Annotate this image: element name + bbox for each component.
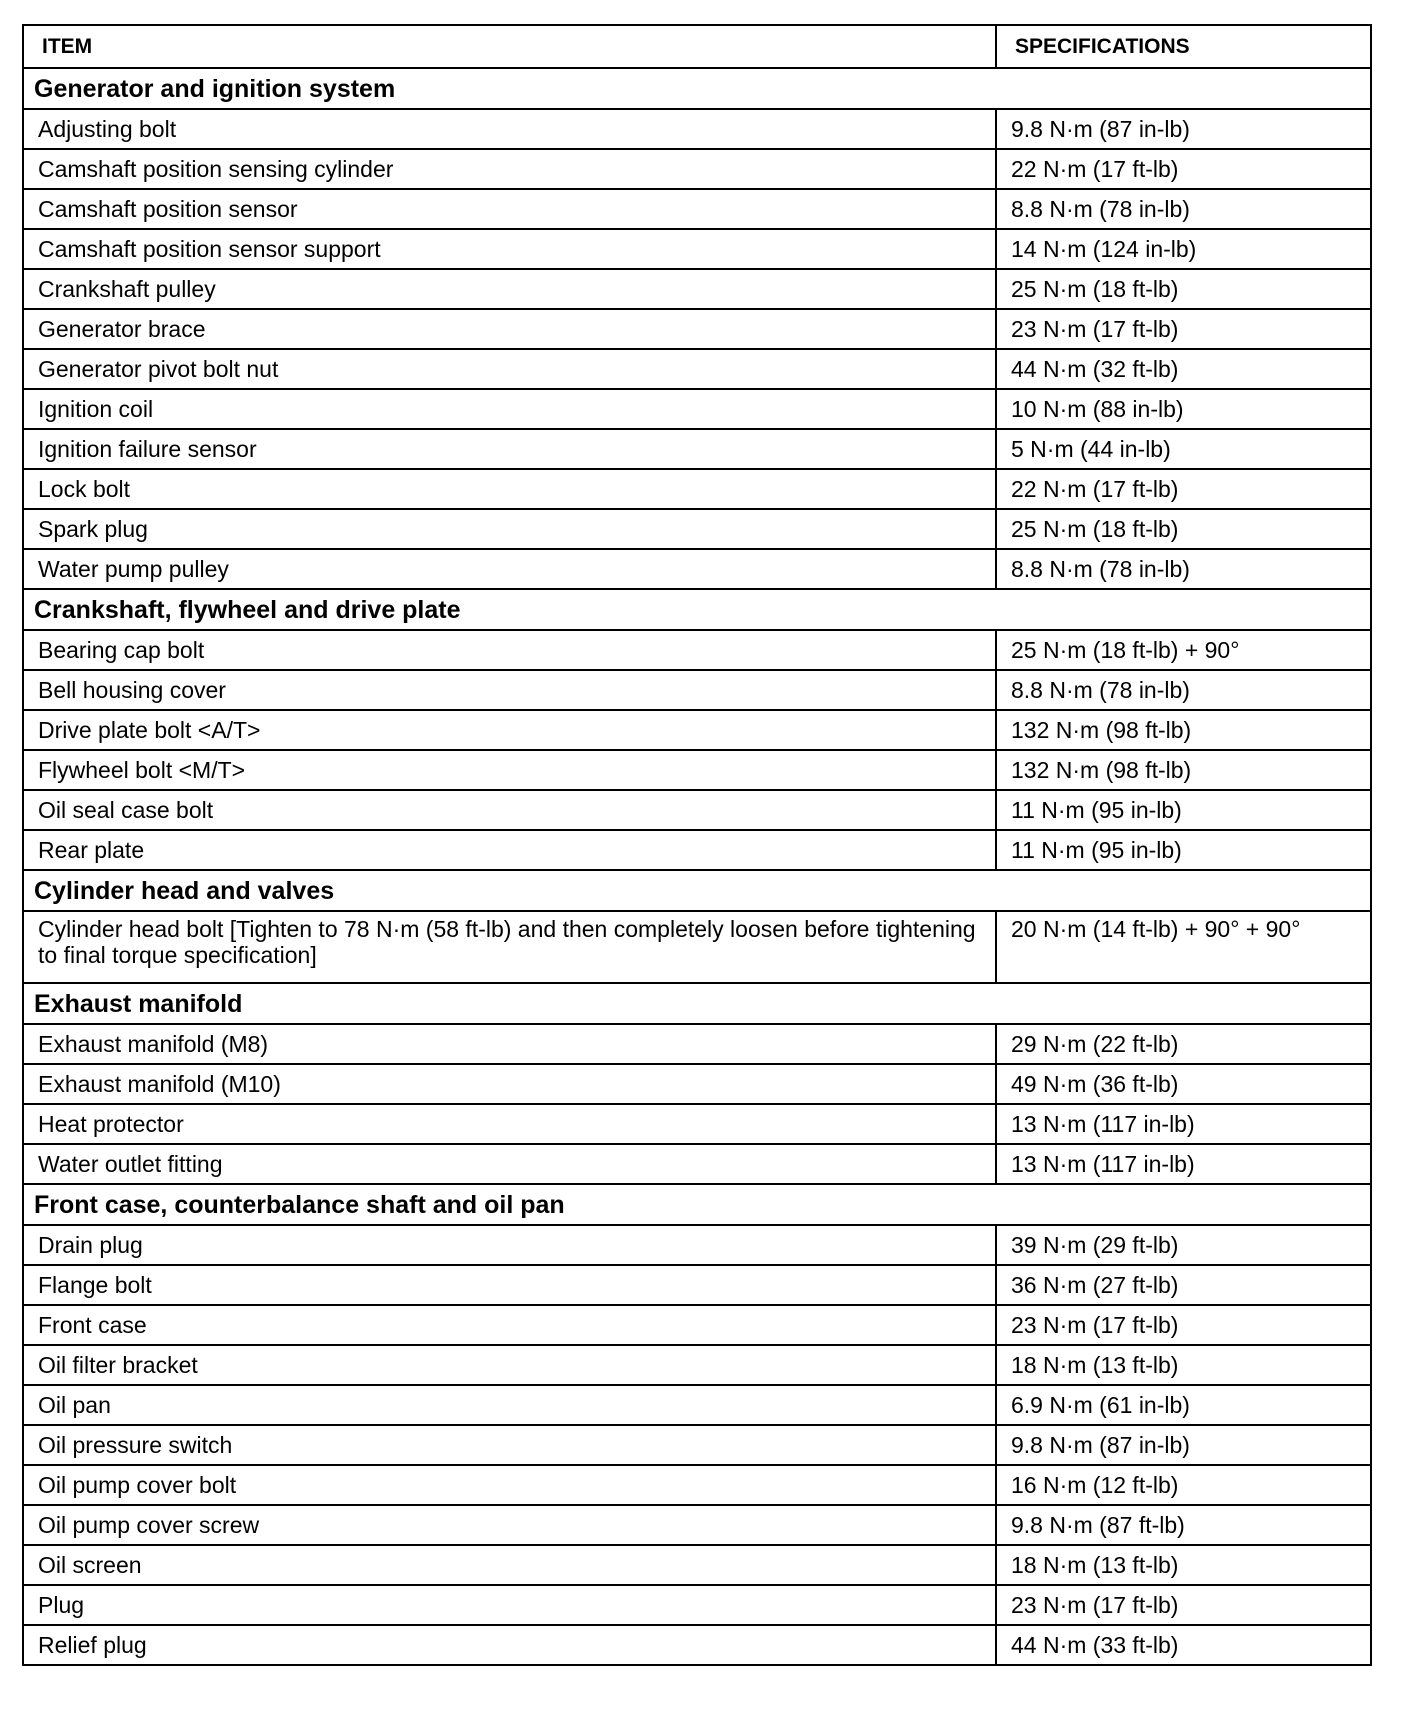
table-row: [23, 349, 1371, 389]
table-row: [23, 389, 1371, 429]
spec-cell: 25 N·m (18 ft-lb): [996, 269, 1371, 309]
table-row: [23, 1064, 1371, 1104]
item-cell: Oil screen: [23, 1545, 996, 1585]
table-row: [23, 469, 1371, 509]
spec-cell: 44 N·m (33 ft-lb): [996, 1625, 1371, 1665]
spec-cell: 20 N·m (14 ft-lb) + 90° + 90°: [996, 911, 1371, 983]
item-cell: Oil filter bracket: [23, 1345, 996, 1385]
spec-cell: 13 N·m (117 in-lb): [996, 1144, 1371, 1184]
spec-cell: 10 N·m (88 in-lb): [996, 389, 1371, 429]
table-row: [23, 189, 1371, 229]
table-row: [23, 1225, 1371, 1265]
table-row: [23, 1505, 1371, 1545]
spec-cell: 8.8 N·m (78 in-lb): [996, 549, 1371, 589]
item-cell: Generator pivot bolt nut: [23, 349, 996, 389]
item-cell: Camshaft position sensing cylinder: [23, 149, 996, 189]
item-cell: Lock bolt: [23, 469, 996, 509]
item-cell: Front case: [23, 1305, 996, 1345]
table-row: [23, 229, 1371, 269]
table-row: [23, 149, 1371, 189]
table-row: [23, 1144, 1371, 1184]
item-cell: Exhaust manifold (M8): [23, 1024, 996, 1064]
table-row: [23, 1585, 1371, 1625]
spec-cell: 39 N·m (29 ft-lb): [996, 1225, 1371, 1265]
section-title: Cylinder head and valves: [23, 870, 1371, 911]
section-title: Front case, counterbalance shaft and oil pan: [23, 1184, 1371, 1225]
item-cell: Relief plug: [23, 1625, 996, 1665]
spec-cell: 49 N·m (36 ft-lb): [996, 1064, 1371, 1104]
item-cell: Cylinder head bolt [Tighten to 78 N·m (58 ft-lb) and then completely loosen before tightening to final torque specification]: [23, 911, 996, 983]
table-row: [23, 1265, 1371, 1305]
column-header-item: ITEM: [23, 25, 996, 68]
spec-cell: 25 N·m (18 ft-lb) + 90°: [996, 630, 1371, 670]
section-title: Exhaust manifold: [23, 983, 1371, 1024]
item-cell: Water outlet fitting: [23, 1144, 996, 1184]
item-cell: Generator brace: [23, 309, 996, 349]
table-row: [23, 911, 1371, 983]
spec-cell: 5 N·m (44 in-lb): [996, 429, 1371, 469]
column-header-specifications: SPECIFICATIONS: [996, 25, 1371, 68]
spec-cell: 8.8 N·m (78 in-lb): [996, 189, 1371, 229]
table-body: [23, 68, 1371, 1665]
item-cell: Oil pump cover screw: [23, 1505, 996, 1545]
item-cell: Oil pump cover bolt: [23, 1465, 996, 1505]
table-row: [23, 750, 1371, 790]
spec-cell: 13 N·m (117 in-lb): [996, 1104, 1371, 1144]
item-cell: Heat protector: [23, 1104, 996, 1144]
item-cell: Ignition coil: [23, 389, 996, 429]
item-cell: Oil pressure switch: [23, 1425, 996, 1465]
table-row: [23, 269, 1371, 309]
item-cell: Rear plate: [23, 830, 996, 870]
item-cell: Oil seal case bolt: [23, 790, 996, 830]
spec-cell: 11 N·m (95 in-lb): [996, 830, 1371, 870]
section-header-row: [23, 589, 1371, 630]
table-row: [23, 1024, 1371, 1064]
item-cell: Water pump pulley: [23, 549, 996, 589]
spec-cell: 23 N·m (17 ft-lb): [996, 1585, 1371, 1625]
spec-cell: 18 N·m (13 ft-lb): [996, 1545, 1371, 1585]
table-row: [23, 1425, 1371, 1465]
spec-cell: 14 N·m (124 in-lb): [996, 229, 1371, 269]
spec-cell: 23 N·m (17 ft-lb): [996, 309, 1371, 349]
item-cell: Flange bolt: [23, 1265, 996, 1305]
table-row: [23, 670, 1371, 710]
spec-cell: 11 N·m (95 in-lb): [996, 790, 1371, 830]
spec-cell: 9.8 N·m (87 in-lb): [996, 109, 1371, 149]
table-row: [23, 549, 1371, 589]
spec-cell: 16 N·m (12 ft-lb): [996, 1465, 1371, 1505]
spec-cell: 8.8 N·m (78 in-lb): [996, 670, 1371, 710]
table-row: [23, 309, 1371, 349]
table-row: [23, 429, 1371, 469]
spec-cell: 9.8 N·m (87 in-lb): [996, 1425, 1371, 1465]
item-cell: Flywheel bolt <M/T>: [23, 750, 996, 790]
table-row: [23, 1104, 1371, 1144]
spec-cell: 6.9 N·m (61 in-lb): [996, 1385, 1371, 1425]
spec-cell: 44 N·m (32 ft-lb): [996, 349, 1371, 389]
item-cell: Camshaft position sensor: [23, 189, 996, 229]
item-cell: Spark plug: [23, 509, 996, 549]
table-row: [23, 710, 1371, 750]
spec-cell: 22 N·m (17 ft-lb): [996, 469, 1371, 509]
item-cell: Oil pan: [23, 1385, 996, 1425]
table-row: [23, 1345, 1371, 1385]
table-row: [23, 1385, 1371, 1425]
section-header-row: [23, 1184, 1371, 1225]
table-row: [23, 109, 1371, 149]
spec-cell: 36 N·m (27 ft-lb): [996, 1265, 1371, 1305]
spec-cell: 29 N·m (22 ft-lb): [996, 1024, 1371, 1064]
table-row: [23, 509, 1371, 549]
table-row: [23, 790, 1371, 830]
table-row: [23, 630, 1371, 670]
spec-cell: 9.8 N·m (87 ft-lb): [996, 1505, 1371, 1545]
section-header-row: [23, 870, 1371, 911]
item-cell: Exhaust manifold (M10): [23, 1064, 996, 1104]
torque-spec-table: [22, 24, 1372, 1666]
item-cell: Camshaft position sensor support: [23, 229, 996, 269]
table-row: [23, 1625, 1371, 1665]
table-row: [23, 1465, 1371, 1505]
item-cell: Crankshaft pulley: [23, 269, 996, 309]
table-row: [23, 1305, 1371, 1345]
item-cell: Plug: [23, 1585, 996, 1625]
table-row: [23, 830, 1371, 870]
spec-cell: 23 N·m (17 ft-lb): [996, 1305, 1371, 1345]
section-header-row: [23, 68, 1371, 109]
spec-cell: 132 N·m (98 ft-lb): [996, 710, 1371, 750]
section-header-row: [23, 983, 1371, 1024]
spec-cell: 132 N·m (98 ft-lb): [996, 750, 1371, 790]
item-cell: Ignition failure sensor: [23, 429, 996, 469]
item-cell: Drive plate bolt <A/T>: [23, 710, 996, 750]
spec-cell: 18 N·m (13 ft-lb): [996, 1345, 1371, 1385]
table-row: [23, 1545, 1371, 1585]
section-title: Crankshaft, flywheel and drive plate: [23, 589, 1371, 630]
item-cell: Bell housing cover: [23, 670, 996, 710]
spec-cell: 25 N·m (18 ft-lb): [996, 509, 1371, 549]
item-cell: Adjusting bolt: [23, 109, 996, 149]
section-title: Generator and ignition system: [23, 68, 1371, 109]
item-cell: Bearing cap bolt: [23, 630, 996, 670]
table-header-row: [23, 25, 1371, 68]
item-cell: Drain plug: [23, 1225, 996, 1265]
spec-cell: 22 N·m (17 ft-lb): [996, 149, 1371, 189]
